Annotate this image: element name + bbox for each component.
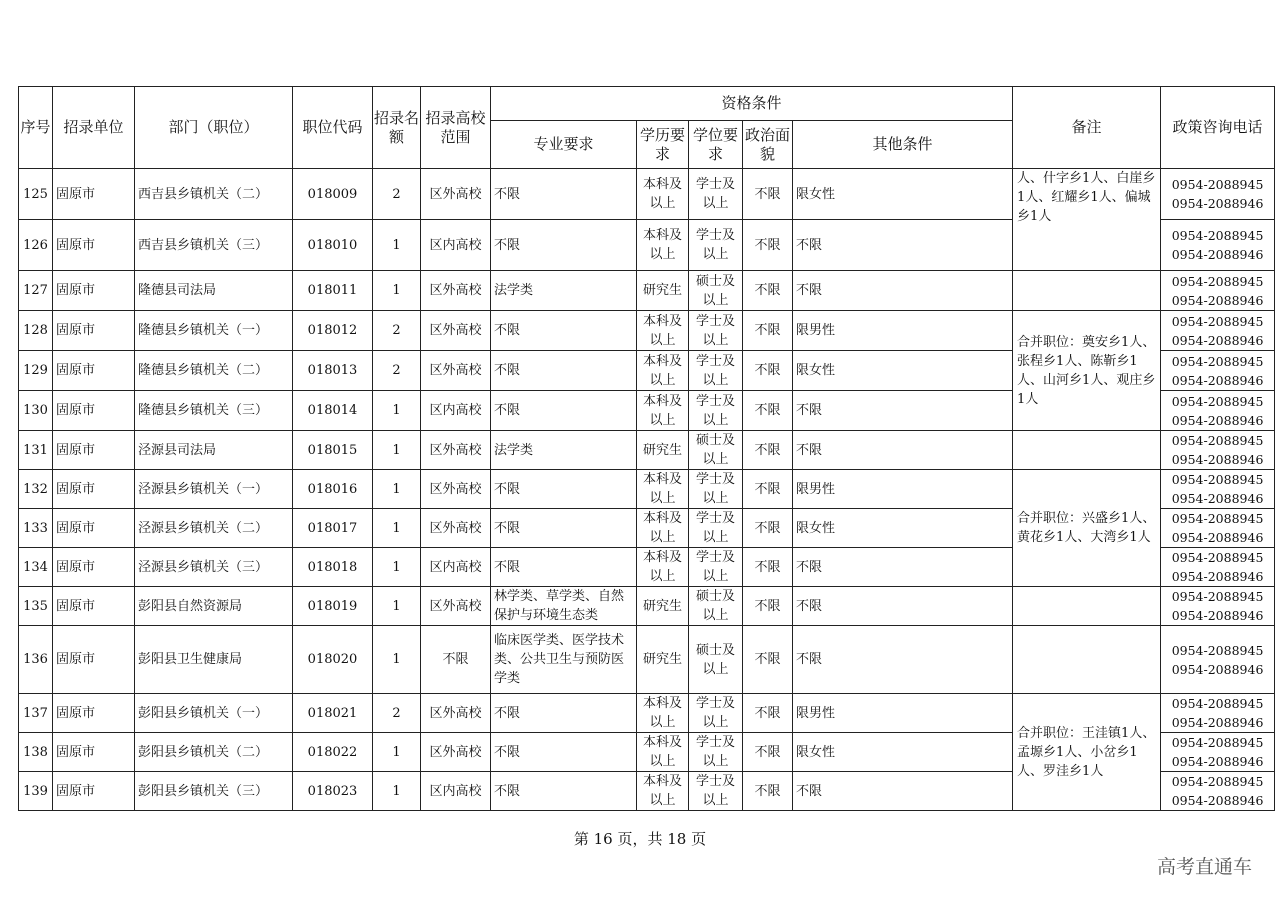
header-education: 学历要求 [637,121,689,169]
cell-quota: 1 [373,391,421,431]
phone-number: 0954-2088945 [1171,313,1264,329]
cell-code: 018015 [293,431,373,470]
cell-political: 不限 [743,772,793,811]
cell-seq: 139 [19,772,53,811]
cell-major: 不限 [491,548,637,587]
cell-phone [1161,311,1275,351]
cell-school: 区外高校 [421,351,491,391]
cell-dept: 泾源县司法局 [135,431,293,470]
cell-major: 不限 [491,470,637,509]
cell-degree: 学士及以上 [689,470,743,509]
cell-quota: 2 [373,694,421,733]
cell-major: 不限 [491,733,637,772]
cell-edu: 研究生 [637,587,689,626]
cell-dept: 隆德县乡镇机关（二） [135,351,293,391]
cell-unit: 固原市 [53,733,135,772]
cell-dept: 西吉县乡镇机关（二） [135,169,293,220]
cell-major: 不限 [491,772,637,811]
cell-unit: 固原市 [53,391,135,431]
header-quota: 招录名额 [373,87,421,169]
cell-code: 018023 [293,772,373,811]
cell-unit: 固原市 [53,694,135,733]
phone-number: 0954-2088945 [1171,550,1264,565]
cell-quota: 2 [373,311,421,351]
cell-quota: 1 [373,548,421,587]
cell-other: 限女性 [793,169,1013,220]
cell-phone [1161,470,1275,509]
cell-quota: 1 [373,431,421,470]
phone-number: 0954-2088945 [1171,642,1264,658]
cell-unit: 固原市 [53,509,135,548]
cell-political: 不限 [743,169,793,220]
cell-dept: 彭阳县卫生健康局 [135,626,293,694]
cell-unit: 固原市 [53,169,135,220]
cell-quota: 1 [373,470,421,509]
cell-dept: 彭阳县乡镇机关（二） [135,733,293,772]
cell-edu: 本科及以上 [637,509,689,548]
cell-political: 不限 [743,587,793,626]
cell-school: 区外高校 [421,587,491,626]
cell-major: 临床医学类、医学技术类、公共卫生与预防医学类 [491,626,637,694]
phone-number: 0954-2088946 [1171,292,1264,308]
cell-dept: 泾源县乡镇机关（二） [135,509,293,548]
cell-school: 不限 [421,626,491,694]
cell-unit: 固原市 [53,351,135,391]
cell-other: 限男性 [793,694,1013,733]
cell-other: 限女性 [793,733,1013,772]
cell-degree: 学士及以上 [689,220,743,271]
cell-quota: 1 [373,772,421,811]
phone-number: 0954-2088946 [1171,793,1264,808]
cell-political: 不限 [743,509,793,548]
cell-edu: 本科及以上 [637,470,689,509]
cell-school: 区外高校 [421,733,491,772]
cell-edu: 本科及以上 [637,548,689,587]
header-qualifications: 资格条件 [491,87,1013,121]
cell-quota: 1 [373,626,421,694]
cell-notes: 人、什字乡1人、白崖乡1人、红耀乡1人、偏城乡1人 [1013,169,1161,271]
cell-quota: 1 [373,587,421,626]
phone-number: 0954-2088946 [1171,247,1264,262]
cell-code: 018017 [293,509,373,548]
cell-seq: 127 [19,271,53,311]
phone-number: 0954-2088945 [1171,177,1264,192]
cell-major: 不限 [491,220,637,271]
cell-political: 不限 [743,311,793,351]
cell-degree: 学士及以上 [689,509,743,548]
cell-notes: 合并职位：奠安乡1人、张程乡1人、陈靳乡1人、山河乡1人、观庄乡1人 [1013,311,1161,431]
cell-unit: 固原市 [53,220,135,271]
cell-major: 法学类 [491,271,637,311]
phone-number: 0954-2088946 [1171,530,1264,545]
cell-edu: 本科及以上 [637,351,689,391]
phone-number: 0954-2088945 [1171,393,1264,409]
table-body [19,169,1275,811]
cell-seq: 137 [19,694,53,733]
cell-dept: 隆德县乡镇机关（三） [135,391,293,431]
cell-political: 不限 [743,470,793,509]
cell-political: 不限 [743,548,793,587]
table-row [19,169,1275,220]
cell-unit: 固原市 [53,626,135,694]
phone-number: 0954-2088945 [1171,273,1264,289]
cell-degree: 学士及以上 [689,391,743,431]
cell-seq: 125 [19,169,53,220]
header-unit: 招录单位 [53,87,135,169]
phone-number: 0954-2088946 [1171,569,1264,584]
cell-seq: 136 [19,626,53,694]
cell-code: 018012 [293,311,373,351]
cell-seq: 131 [19,431,53,470]
phone-number: 0954-2088946 [1171,715,1264,730]
cell-political: 不限 [743,733,793,772]
cell-code: 018016 [293,470,373,509]
cell-school: 区外高校 [421,694,491,733]
phone-number: 0954-2088946 [1171,452,1264,467]
cell-degree: 学士及以上 [689,694,743,733]
cell-major: 不限 [491,391,637,431]
cell-edu: 本科及以上 [637,311,689,351]
cell-school: 区外高校 [421,311,491,351]
cell-quota: 2 [373,351,421,391]
cell-school: 区外高校 [421,509,491,548]
cell-edu: 本科及以上 [637,694,689,733]
cell-unit: 固原市 [53,548,135,587]
phone-number: 0954-2088945 [1171,472,1264,487]
cell-phone [1161,772,1275,811]
cell-school: 区内高校 [421,220,491,271]
cell-degree: 硕士及以上 [689,626,743,694]
cell-seq: 135 [19,587,53,626]
cell-other: 不限 [793,391,1013,431]
table-row [19,431,1275,470]
recruitment-table [18,86,1275,811]
cell-code: 018013 [293,351,373,391]
table-row [19,626,1275,694]
cell-major: 不限 [491,694,637,733]
table-row [19,271,1275,311]
cell-code: 018019 [293,587,373,626]
cell-phone [1161,694,1275,733]
cell-other: 不限 [793,626,1013,694]
phone-number: 0954-2088946 [1171,491,1264,506]
cell-seq: 128 [19,311,53,351]
cell-dept: 隆德县乡镇机关（一） [135,311,293,351]
cell-phone [1161,431,1275,470]
cell-other: 限女性 [793,509,1013,548]
table-row [19,311,1275,351]
cell-unit: 固原市 [53,311,135,351]
cell-code: 018010 [293,220,373,271]
cell-other: 不限 [793,548,1013,587]
watermark: 高考直通车 [1156,856,1252,878]
cell-political: 不限 [743,694,793,733]
page-number: 第 16 页，共 18 页 [573,830,707,848]
cell-edu: 研究生 [637,431,689,470]
cell-phone [1161,587,1275,626]
cell-school: 区外高校 [421,431,491,470]
cell-unit: 固原市 [53,772,135,811]
cell-other: 不限 [793,220,1013,271]
cell-phone [1161,169,1275,220]
cell-notes: 合并职位：王洼镇1人、孟塬乡1人、小岔乡1人、罗洼乡1人 [1013,694,1161,811]
phone-number: 0954-2088946 [1171,196,1264,211]
cell-degree: 硕士及以上 [689,431,743,470]
cell-degree: 学士及以上 [689,311,743,351]
cell-edu: 本科及以上 [637,220,689,271]
cell-seq: 132 [19,470,53,509]
phone-number: 0954-2088946 [1171,754,1264,769]
cell-code: 018014 [293,391,373,431]
header-notes: 备注 [1013,87,1161,169]
cell-political: 不限 [743,271,793,311]
cell-political: 不限 [743,391,793,431]
cell-dept: 彭阳县乡镇机关（三） [135,772,293,811]
header-phone: 政策咨询电话 [1161,87,1275,169]
cell-school: 区外高校 [421,470,491,509]
cell-phone [1161,351,1275,391]
cell-degree: 硕士及以上 [689,271,743,311]
cell-degree: 学士及以上 [689,548,743,587]
cell-school: 区内高校 [421,391,491,431]
cell-unit: 固原市 [53,470,135,509]
cell-school: 区外高校 [421,271,491,311]
phone-number: 0954-2088946 [1171,372,1264,388]
cell-edu: 研究生 [637,626,689,694]
header-other: 其他条件 [793,121,1013,169]
cell-code: 018021 [293,694,373,733]
cell-edu: 本科及以上 [637,772,689,811]
cell-phone [1161,391,1275,431]
cell-edu: 本科及以上 [637,391,689,431]
cell-unit: 固原市 [53,431,135,470]
cell-political: 不限 [743,351,793,391]
phone-number: 0954-2088946 [1171,608,1264,623]
header-dept: 部门（职位） [135,87,293,169]
phone-number: 0954-2088945 [1171,511,1264,526]
cell-school: 区内高校 [421,548,491,587]
table-header [19,87,1275,169]
cell-code: 018022 [293,733,373,772]
cell-quota: 1 [373,271,421,311]
cell-major: 不限 [491,351,637,391]
cell-code: 018020 [293,626,373,694]
cell-phone [1161,220,1275,271]
cell-phone [1161,733,1275,772]
phone-number: 0954-2088945 [1171,228,1264,243]
cell-unit: 固原市 [53,587,135,626]
phone-number: 0954-2088946 [1171,332,1264,348]
cell-other: 不限 [793,271,1013,311]
cell-notes [1013,271,1161,311]
cell-seq: 138 [19,733,53,772]
recruitment-table-container [18,86,1274,811]
cell-notes [1013,431,1161,470]
table-row [19,587,1275,626]
cell-code: 018018 [293,548,373,587]
header-school: 招录高校范围 [421,87,491,169]
cell-major: 不限 [491,169,637,220]
cell-other: 不限 [793,772,1013,811]
table-row [19,470,1275,509]
cell-major: 不限 [491,509,637,548]
header-major: 专业要求 [491,121,637,169]
table-row [19,694,1275,733]
cell-notes: 合并职位：兴盛乡1人、黄花乡1人、大湾乡1人 [1013,470,1161,587]
cell-political: 不限 [743,431,793,470]
cell-school: 区外高校 [421,169,491,220]
cell-edu: 本科及以上 [637,169,689,220]
cell-degree: 学士及以上 [689,772,743,811]
cell-phone [1161,626,1275,694]
cell-degree: 学士及以上 [689,169,743,220]
cell-phone [1161,509,1275,548]
cell-dept: 隆德县司法局 [135,271,293,311]
cell-major: 不限 [491,311,637,351]
phone-number: 0954-2088945 [1171,353,1264,369]
phone-number: 0954-2088946 [1171,412,1264,428]
cell-phone [1161,271,1275,311]
header-degree: 学位要求 [689,121,743,169]
cell-quota: 1 [373,733,421,772]
cell-seq: 134 [19,548,53,587]
cell-notes [1013,587,1161,626]
cell-other: 限男性 [793,311,1013,351]
cell-unit: 固原市 [53,271,135,311]
cell-code: 018011 [293,271,373,311]
cell-notes [1013,626,1161,694]
cell-major: 林学类、草学类、自然保护与环境生态类 [491,587,637,626]
cell-other: 限女性 [793,351,1013,391]
cell-dept: 彭阳县自然资源局 [135,587,293,626]
cell-school: 区内高校 [421,772,491,811]
cell-edu: 研究生 [637,271,689,311]
header-code: 职位代码 [293,87,373,169]
cell-dept: 彭阳县乡镇机关（一） [135,694,293,733]
cell-quota: 1 [373,509,421,548]
cell-seq: 130 [19,391,53,431]
cell-edu: 本科及以上 [637,733,689,772]
phone-number: 0954-2088945 [1171,589,1264,604]
cell-quota: 2 [373,169,421,220]
cell-dept: 泾源县乡镇机关（三） [135,548,293,587]
phone-number: 0954-2088945 [1171,774,1264,789]
cell-major: 法学类 [491,431,637,470]
cell-dept: 西吉县乡镇机关（三） [135,220,293,271]
cell-dept: 泾源县乡镇机关（一） [135,470,293,509]
cell-seq: 126 [19,220,53,271]
cell-degree: 学士及以上 [689,351,743,391]
header-political: 政治面貌 [743,121,793,169]
cell-degree: 学士及以上 [689,733,743,772]
cell-other: 限男性 [793,470,1013,509]
cell-political: 不限 [743,626,793,694]
cell-other: 不限 [793,587,1013,626]
phone-number: 0954-2088945 [1171,433,1264,448]
phone-number: 0954-2088945 [1171,735,1264,750]
cell-other: 不限 [793,431,1013,470]
cell-seq: 129 [19,351,53,391]
cell-phone [1161,548,1275,587]
cell-code: 018009 [293,169,373,220]
phone-number: 0954-2088946 [1171,661,1264,677]
cell-quota: 1 [373,220,421,271]
header-seq: 序号 [19,87,53,169]
cell-political: 不限 [743,220,793,271]
cell-seq: 133 [19,509,53,548]
phone-number: 0954-2088945 [1171,696,1264,711]
cell-degree: 硕士及以上 [689,587,743,626]
